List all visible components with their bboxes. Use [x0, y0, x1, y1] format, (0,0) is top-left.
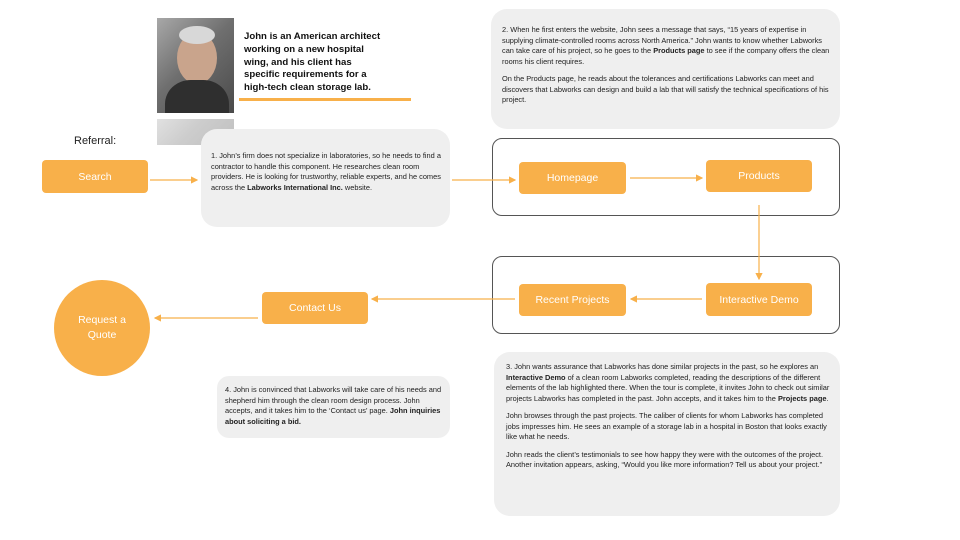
- node-search: Search: [42, 160, 148, 193]
- node-contact-us: Contact Us: [262, 292, 368, 324]
- node-interactive-demo: Interactive Demo: [706, 283, 812, 316]
- note-3-p1-e: .: [826, 393, 829, 403]
- note-3-p1-d: Projects page: [777, 393, 827, 403]
- note-3-p1-a: 3. John wants assurance that Labworks has done similar projects in the past, so he explores an: [506, 362, 819, 371]
- referral-label: Referral:: [74, 135, 117, 147]
- note-1-suffix: website.: [342, 182, 373, 192]
- note-2-p1-suffix: to see if the company offers the clean rooms his client requires.: [502, 46, 830, 66]
- note-3-p3: John reads the client’s testimonials to see how happy they were with the outcomes of the project. Another invitation appears, asking, “Would you like more information? Tell us about your project.”: [506, 449, 824, 470]
- node-request-quote: Request a Quote: [54, 280, 150, 376]
- note-2-p1-bold: Products page: [653, 46, 705, 56]
- note-3-p2: John browses through the past projects. The caliber of clients for whom Labworks has completed jobs impresses him. He sees an example of a storage lab in a hospital in Boston that looks exactly like what he needs.: [506, 411, 827, 442]
- node-products: Products: [706, 160, 812, 192]
- note-1-bold: Labworks International Inc.: [247, 182, 343, 192]
- node-recent-projects: Recent Projects: [519, 284, 626, 316]
- persona-description: John is an American architect working on a new hospital wing, and his client has specific requirements for a high-tech clean storage lab.: [244, 31, 381, 93]
- note-2-p2: On the Products page, he reads about the tolerances and certifications Labworks can meet and discovers that Labworks can design and build a lab that will satisfy the technical specifications of his project.: [502, 74, 829, 105]
- note-3-p1-b: Interactive Demo: [506, 372, 566, 382]
- node-homepage: Homepage: [519, 162, 626, 194]
- note-4-bold: John inquiries about soliciting a bid.: [225, 406, 441, 426]
- note-1-text: 1. John’s firm does not specialize in laboratories, so he needs to find a contractor to handle this component. He researches clean room providers. He is looking for trustworthy, reliable experts, and he comes across the: [211, 151, 441, 192]
- note-2-p1: 2. When he first enters the website, John sees a message that says, “15 years of expertise in supplying climate-controlled rooms across North America.” John wants to know whether Labworks can take care of his project, so he goes to the: [502, 25, 822, 56]
- note-3-p1-c: of a clean room Labworks completed, reading the descriptions of the different elements of the lab highlighted there. When the tour is complete, it invites John to check out similar projects Labworks has completed in the past. John accepts, and it takes him to the: [506, 372, 830, 403]
- note-4-text: 4. John is convinced that Labworks will take care of his needs and shepherd him through the clean room design process. John accepts, and it takes him to the ‘Contact us’ page.: [225, 385, 442, 416]
